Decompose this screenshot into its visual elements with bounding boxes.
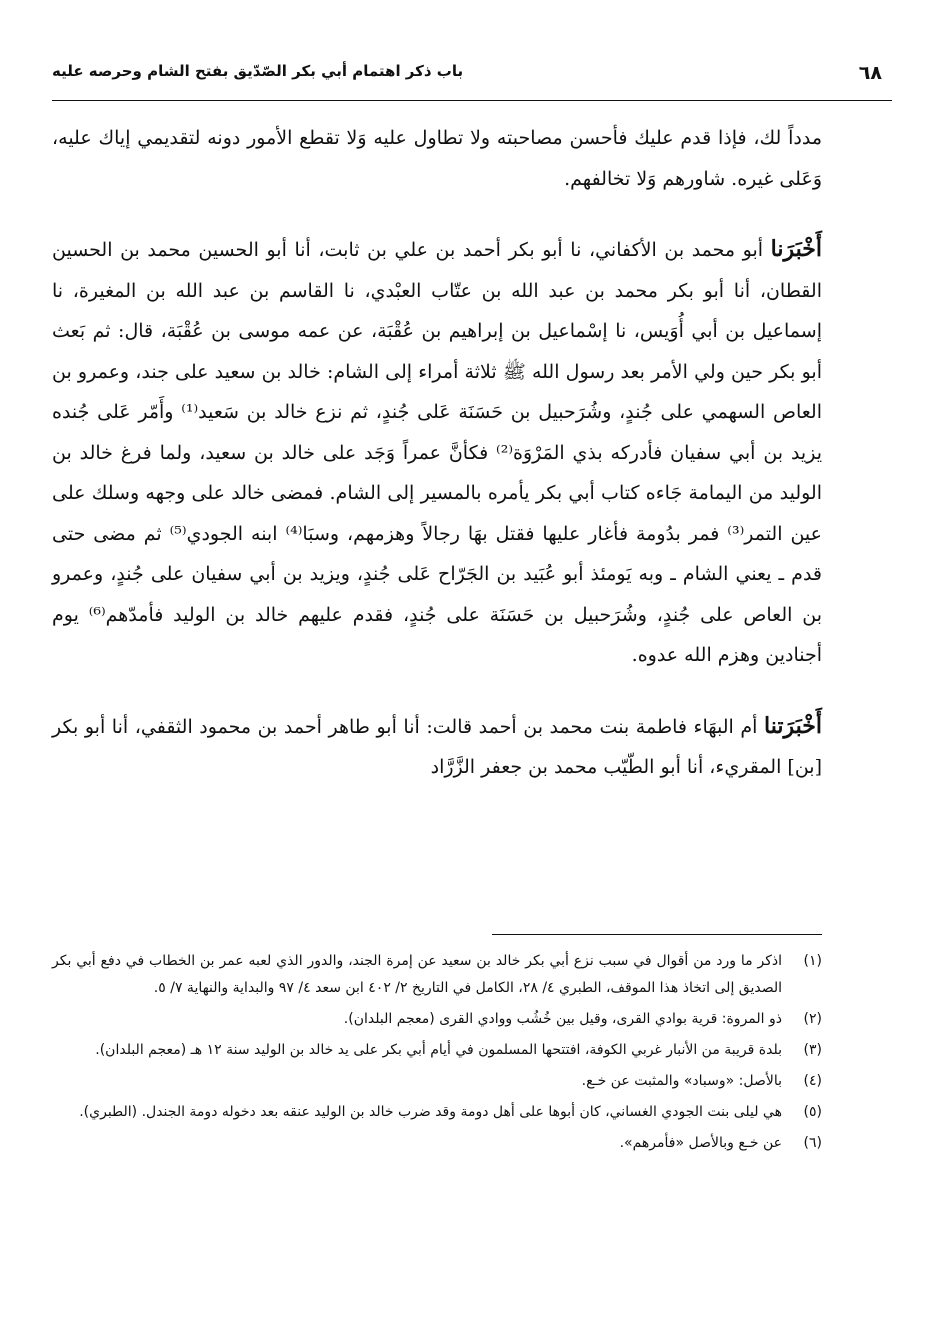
footnote-marker: (٥) [803, 1104, 822, 1120]
footnote-marker: (٤) [803, 1073, 822, 1089]
footnote-text: ذو المروة: قرية بوادي القرى، وقيل بين خُشُب ووادي القرى (معجم البلدان). [343, 1011, 782, 1027]
footnote-marker: (١) [803, 953, 822, 969]
header-divider [52, 100, 892, 101]
footnotes [52, 948, 822, 1161]
paragraph-3-lead: أَخْبَرَتنا [764, 712, 822, 739]
footnote-5 [52, 1099, 822, 1126]
main-text [52, 118, 822, 788]
footnote-marker: (٣) [803, 1042, 822, 1058]
paragraph-2-lead: أَخْبَرَنا [770, 236, 822, 262]
footnote-1 [52, 948, 822, 1002]
footnote-2 [52, 1006, 822, 1033]
footnote-4 [52, 1068, 822, 1095]
footnote-3 [52, 1037, 822, 1064]
paragraph-3 [52, 706, 822, 788]
page-number: ٦٨ [858, 62, 882, 84]
footnote-divider [492, 934, 822, 935]
footnote-6 [52, 1130, 822, 1157]
footnote-marker: (٦) [803, 1135, 822, 1151]
paragraph-2 [52, 229, 822, 676]
footnote-text: بلدة قريبة من الأنبار غربي الكوفة، افتتحها المسلمون في أيام أبي بكر على يد خالد بن الوليد سنة ١٢ هـ (معجم البلدان). [95, 1042, 782, 1058]
footnote-text: عن خـع وبالأصل «فأمرهم». [619, 1135, 782, 1151]
footnote-text: بالأصل: «وسباد» والمثبت عن خـع. [581, 1073, 782, 1089]
footnote-text: اذكر ما ورد من أقوال في سبب نزع أبي بكر خالد بن سعيد عن إمرة الجند، والدور الذي لعبه عمر بن الخطاب في دفع أبي بكر الصديق إلى اتخاذ هذا الموقف، الطبري ٤/ ٢٨، الكامل في التاريخ ٢/ ٤٠٢ ابن سعد ٤/ ٩٧ والبداية والنهاية ٧/ ٥. [52, 953, 782, 996]
chapter-title: باب ذكر اهتمام أبي بكر الصّدّيق بفتح الشام وحرصه عليه [52, 62, 464, 80]
footnote-text: هي ليلى بنت الجودي الغساني، كان أبوها على أهل دومة وقد ضرب خالد بن الوليد عنقه بعد دخوله دومة الجندل. (الطبري). [79, 1104, 782, 1120]
footnote-marker: (٢) [803, 1011, 822, 1027]
page-header [52, 58, 892, 98]
paragraph-1: مدداً لك، فإذا قدم عليك فأحسن مصاحبته ولا تطاول عليه وَلا تقطع الأمور دونه لتقديمي إياك عليه، وَعَلى غيره. شاورهم وَلا تخالفهم. [52, 127, 822, 190]
paragraph-2-text: أبو محمد بن الأكفاني، نا أبو بكر أحمد بن علي بن ثابت، أنا أبو الحسين محمد بن الحسين القطان، أنا أبو بكر محمد بن عبد الله بن عتّاب العبْدي، نا القاسم بن عبد الله بن المغيرة، نا إسماعيل بن أبي أُوَيس، نا إسْماعيل بن إبراهيم بن عُقْبَة، عن عمه موسى بن عُقْبَة، قال: ثم بَعث أبو بكر حين ولي الأمر بعد رسول الله ﷺ ثلاثة أمراء إلى الشام: خالد بن سعيد على جند، وعمرو بن العاص السهمي على جُندٍ، وشُرَحبيل بن حَسَنَة عَلى جُندٍ، ثم نزع خالد بن سَعيد⁽¹⁾ وأَمّر عَلى جُنده يزيد بن أبي سفيان فأدركه بذي المَرْوَة⁽²⁾ فكأنَّ عمراً وَجَد على خالد بن سعيد، ولما فرغ خالد بن الوليد من اليمامة جَاءه كتاب أبي بكر يأمره بالمسير إلى الشام. فمضى خالد على وجهه وسلك على عين التمر⁽³⁾ فمر بدُومة فأغار عليها فقتل بهَا رجالاً وهزمهم، وسبَا⁽⁴⁾ ابنه الجودي⁽⁵⁾ ثم مضى حتى قدم ـ يعني الشام ـ وبه يَومئذ أبو عُبَيد بن الجَرّاح عَلى جُندٍ، ويزيد بن أبي سفيان على جُندٍ، وعمرو بن العاص على جُندٍ، وشُرَحبيل بن حَسَنَة على جُندٍ، فقدم عليهم خالد بن الوليد فأمدّهم⁽⁶⁾ يوم أجنادين وهزم الله عدوه. [52, 239, 822, 666]
paragraph-3-text: أم البهَاء فاطمة بنت محمد بن أحمد قالت: أنا أبو طاهر أحمد بن محمود الثقفي، أنا أبو بكر [بن] المقريء، أنا أبو الطّيّب محمد بن جعفر الزَّرَّاد [52, 715, 822, 778]
